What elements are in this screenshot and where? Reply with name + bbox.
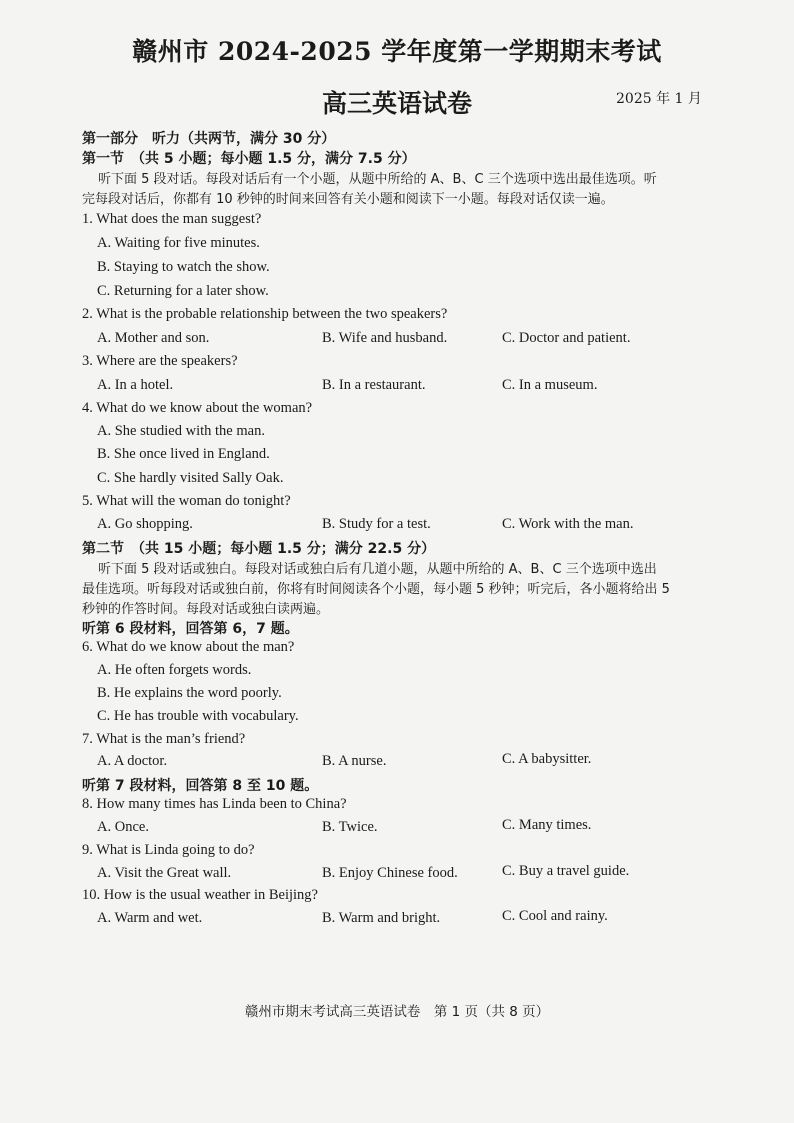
option-6c: C. He has trouble with vocabulary. (97, 708, 299, 724)
option-4a: A. She studied with the man. (97, 423, 265, 439)
option-10b: B. Warm and bright. (322, 910, 441, 926)
section2-title: 第二节 （共 15 小题；每小题 1.5 分；满分 22.5 分） (82, 541, 436, 557)
option-3a: A. In a hotel. (97, 377, 174, 393)
question-3: 3. Where are the speakers? (82, 353, 238, 369)
option-6a: A. He often forgets words. (97, 662, 252, 678)
option-6b: B. He explains the word poorly. (97, 685, 282, 701)
section1-instruction-line: 完每段对话后，你都有 10 秒钟的时间来回答有关小题和阅读下一小题。每段对话仅读一遍。 (82, 192, 614, 207)
question-5: 5. What will the woman do tonight? (82, 493, 291, 509)
option-5b: B. Study for a test. (322, 516, 431, 532)
option-9c: C. Buy a travel guide. (502, 863, 630, 879)
option-5a: A. Go shopping. (97, 516, 193, 532)
section1-title: 第一节 （共 5 小题；每小题 1.5 分，满分 7.5 分） (82, 151, 416, 167)
section2-instruction-line: 最佳选项。听每段对话或独白前，你将有时间阅读各个小题，每小题 5 秒钟；听完后，各小题将给出 5 (82, 582, 670, 597)
question-10: 10. How is the usual weather in Beijing? (82, 887, 318, 903)
option-1b: B. Staying to watch the show. (97, 259, 270, 275)
question-1: 1. What does the man suggest? (82, 211, 262, 227)
material-7-heading: 听第 7 段材料，回答第 8 至 10 题。 (82, 778, 319, 794)
section1-instruction-line: 听下面 5 段对话。每段对话后有一个小题，从题中所给的 A、B、C 三个选项中选出最佳选项。听 (98, 172, 657, 187)
section2-instruction-line: 听下面 5 段对话或独白。每段对话或独白后有几道小题，从题中所给的 A、B、C 三个选项中选出 (98, 562, 657, 577)
option-2b: B. Wife and husband. (322, 330, 448, 346)
option-7c: C. A babysitter. (502, 751, 592, 767)
option-1a: A. Waiting for five minutes. (97, 235, 260, 251)
option-3c: C. In a museum. (502, 377, 598, 393)
option-5c: C. Work with the man. (502, 516, 634, 532)
option-3b: B. In a restaurant. (322, 377, 426, 393)
option-9a: A. Visit the Great wall. (97, 865, 232, 881)
page-footer: 赣州市期末考试高三英语试卷 第 1 页（共 8 页） (244, 1004, 550, 1020)
option-2a: A. Mother and son. (97, 330, 210, 346)
option-2c: C. Doctor and patient. (502, 330, 631, 346)
option-1c: C. Returning for a later show. (97, 283, 269, 299)
option-9b: B. Enjoy Chinese food. (322, 865, 458, 881)
exam-subtitle: 高三英语试卷 (321, 89, 472, 118)
material-6-heading: 听第 6 段材料，回答第 6，7 题。 (82, 621, 299, 637)
part1-title: 第一部分 听力（共两节，满分 30 分） (82, 131, 336, 147)
option-10a: A. Warm and wet. (97, 910, 203, 926)
question-7: 7. What is the man’s friend? (82, 731, 246, 747)
question-6: 6. What do we know about the man? (82, 639, 295, 655)
option-8a: A. Once. (97, 819, 149, 835)
exam-date: 2025 年 1 月 (616, 91, 702, 107)
option-7b: B. A nurse. (322, 753, 387, 769)
question-2: 2. What is the probable relationship between the two speakers? (82, 306, 448, 322)
option-4c: C. She hardly visited Sally Oak. (97, 470, 284, 486)
option-8b: B. Twice. (322, 819, 378, 835)
section2-instruction-line: 秒钟的作答时间。每段对话或独白读两遍。 (82, 602, 330, 617)
option-4b: B. She once lived in England. (97, 446, 270, 462)
question-9: 9. What is Linda going to do? (82, 842, 255, 858)
option-7a: A. A doctor. (97, 753, 168, 769)
question-8: 8. How many times has Linda been to China? (82, 796, 347, 812)
question-4: 4. What do we know about the woman? (82, 400, 313, 416)
option-10c: C. Cool and rainy. (502, 908, 608, 924)
option-8c: C. Many times. (502, 817, 592, 833)
exam-title: 赣州市 2024-2025 学年度第一学期期末考试 (132, 37, 662, 66)
